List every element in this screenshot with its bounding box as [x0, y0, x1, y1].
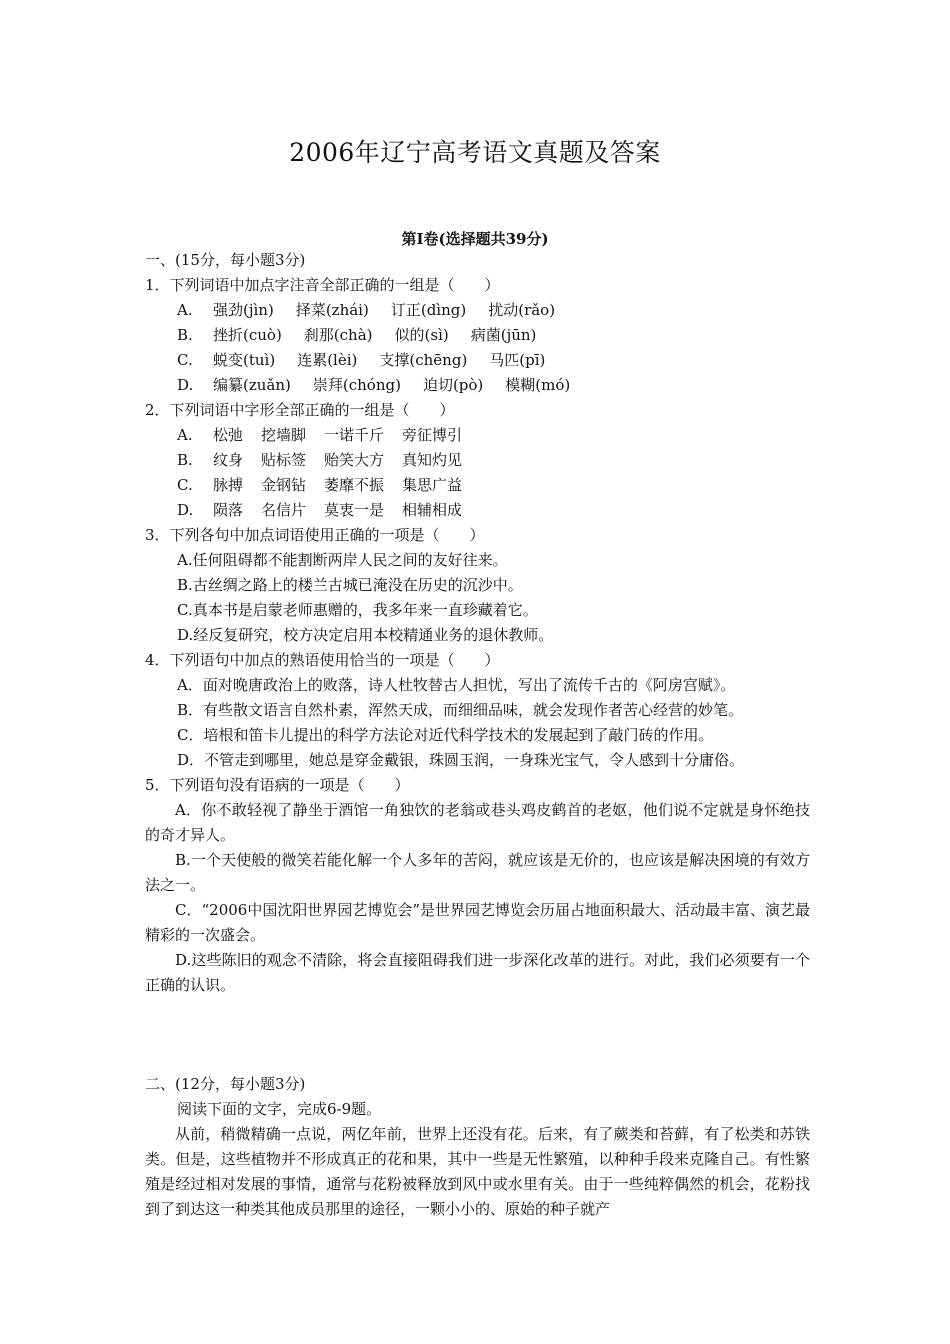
- word: 刹那(chà): [303, 326, 373, 344]
- word: 连累(lèi): [297, 351, 358, 369]
- word: 松弛: [213, 426, 244, 444]
- word: 编纂(zuǎn): [213, 376, 291, 394]
- word: 挖墙脚: [261, 426, 307, 444]
- word: 贴标签: [261, 451, 307, 469]
- q2-stem: 2．下列词语中字形全部正确的一组是（ ）: [145, 401, 455, 419]
- word: 挫折(cuò): [213, 326, 282, 344]
- q5-option-c: C．“2006中国沈阳世界园艺博览会”是世界园艺博览会历届占地面积最大、活动最丰富、演艺最精彩的一次盛会。: [145, 901, 810, 944]
- word: 相辅相成: [402, 501, 463, 519]
- q2-option-b: [145, 448, 810, 473]
- q2-option-c: [145, 473, 810, 498]
- word: 莫衷一是: [324, 501, 385, 519]
- q4-option-b: B．有些散文语言自然朴素，浑然天成，而细细品味，就会发现作者苦心经营的妙笔。: [177, 701, 744, 719]
- page-title: 2006年辽宁高考语文真题及答案: [289, 138, 661, 167]
- word: 强劲(jìn): [213, 301, 274, 319]
- q1-option-c: [145, 348, 810, 373]
- q1-option-b: [145, 323, 810, 348]
- section-1: [145, 248, 810, 998]
- section-2: [145, 1072, 810, 1222]
- q4-option-a: A．面对晚唐政治上的败落，诗人杜牧替古人担忧，写出了流传千古的《阿房宫赋》。: [177, 676, 736, 694]
- word: 集思广益: [402, 476, 463, 494]
- word: 模糊(mó): [505, 376, 571, 394]
- section-2-header: 二、(12分，每小题3分): [145, 1075, 306, 1093]
- option-label: D.: [177, 501, 194, 519]
- q1-stem: 1．下列词语中加点字注音全部正确的一组是（ ）: [145, 276, 500, 294]
- option-label: B.: [177, 326, 193, 344]
- word: 崇拜(chóng): [312, 376, 401, 394]
- volume-heading: 第Ⅰ卷(选择题共39分): [401, 230, 549, 248]
- q2-option-a: [145, 423, 810, 448]
- option-label: A.: [177, 301, 193, 319]
- word: 扰动(rǎo): [488, 301, 556, 319]
- option-label: C.: [177, 351, 193, 369]
- q4-stem: 4．下列语句中加点的熟语使用恰当的一项是（ ）: [145, 651, 500, 669]
- word: 似的(sì): [394, 326, 449, 344]
- option-label: C.: [177, 476, 193, 494]
- word: 病菌(jūn): [470, 326, 537, 344]
- q3-stem: 3．下列各句中加点词语使用正确的一项是（ ）: [145, 526, 485, 544]
- word: 迫切(pò): [422, 376, 484, 394]
- section-1-header: 一、(15分，每小题3分): [145, 251, 306, 269]
- word: 纹身: [213, 451, 244, 469]
- q5-option-a: A．你不敢轻视了静坐于酒馆一角独饮的老翁或巷头鸡皮鹤首的老妪，他们说不定就是身怀绝技的奇才异人。: [145, 801, 810, 844]
- word: 旁征博引: [402, 426, 463, 444]
- word: 萎靡不振: [324, 476, 385, 494]
- q5-option-b: B.一个天使般的微笑若能化解一个人多年的苦闷，就应该是无价的，也应该是解决困境的有效方法之一。: [145, 851, 810, 894]
- q1-option-a: [145, 298, 810, 323]
- q3-option-b: B.古丝绸之路上的楼兰古城已淹没在历史的沉沙中。: [177, 576, 523, 594]
- option-label: B.: [177, 451, 193, 469]
- word: 蜕变(tuì): [213, 351, 276, 369]
- word: 陨落: [213, 501, 244, 519]
- q1-option-d: [145, 373, 810, 398]
- q4-option-d: D．不管走到哪里，她总是穿金戴银，珠圆玉润，一身珠光宝气，令人感到十分庸俗。: [177, 751, 745, 769]
- word: 择菜(zhái): [295, 301, 369, 319]
- word: 真知灼见: [402, 451, 463, 469]
- option-label: A.: [177, 426, 193, 444]
- word: 支撑(chēng): [379, 351, 468, 369]
- word: 金钢钻: [261, 476, 307, 494]
- option-label: D.: [177, 376, 194, 394]
- word: 马匹(pī): [489, 351, 546, 369]
- q3-option-d: D.经反复研究，校方决定启用本校精通业务的退休教师。: [177, 626, 554, 644]
- reading-instruction: 阅读下面的文字，完成6-9题。: [177, 1100, 382, 1118]
- q2-option-d: [145, 498, 810, 523]
- word: 脉搏: [213, 476, 244, 494]
- q5-stem: 5．下列语句没有语病的一项是（ ）: [145, 776, 410, 794]
- q4-option-c: C．培根和笛卡儿提出的科学方法论对近代科学技术的发展起到了敲门砖的作用。: [177, 726, 714, 744]
- q3-option-c: C.真本书是启蒙老师惠赠的，我多年来一直珍藏着它。: [177, 601, 538, 619]
- word: 贻笑大方: [324, 451, 385, 469]
- q3-option-a: A.任何阻碍都不能割断两岸人民之间的友好往来。: [177, 551, 508, 569]
- word: 一诺千斤: [324, 426, 385, 444]
- q5-option-d: D.这些陈旧的观念不清除，将会直接阻碍我们进一步深化改革的进行。对此，我们必须要有一个正确的认识。: [145, 951, 810, 994]
- word: 订正(dìng): [390, 301, 467, 319]
- reading-passage: 从前，稍微精确一点说，两亿年前，世界上还没有花。后来，有了蕨类和苔藓，有了松类和苏铁类。但是，这些植物并不形成真正的花和果，其中一些是无性繁殖，以种种手段来克隆自己。有性繁殖是经过相对发展的事情，通常与花粉被释放到风中或水里有关。由于一些纯粹偶然的机会，花粉找到了到达这一种类其他成员那里的途径，一颗小小的、原始的种子就产: [145, 1125, 810, 1218]
- word: 名信片: [261, 501, 307, 519]
